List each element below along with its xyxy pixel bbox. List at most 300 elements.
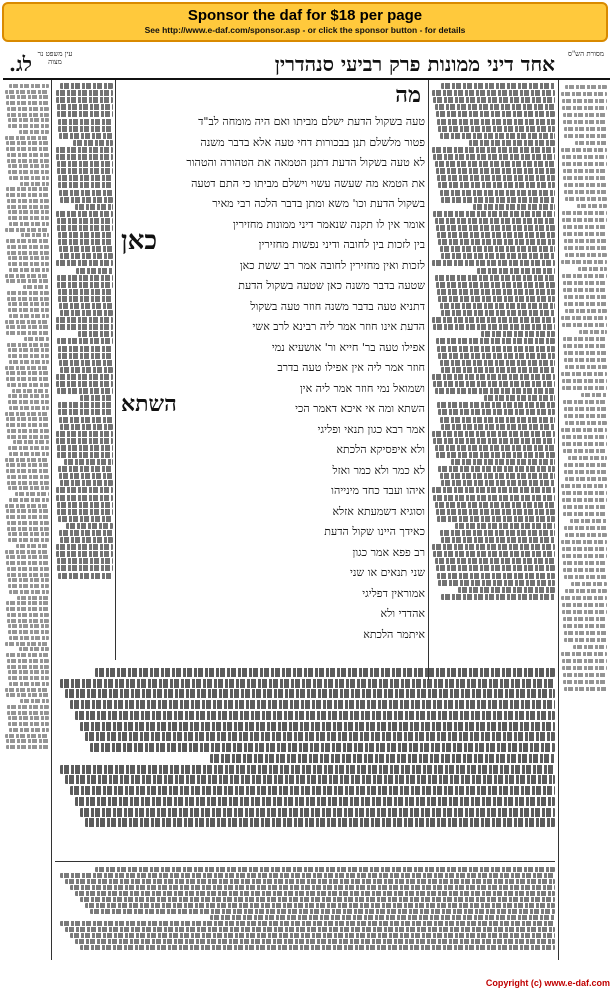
commentary-line: [564, 295, 607, 299]
commentary-line: [60, 537, 113, 543]
commentary-line: [58, 346, 113, 352]
commentary-line: [437, 232, 555, 238]
gemara-continuation: [55, 666, 555, 856]
commentary-line: [563, 680, 607, 684]
commentary-line: [438, 409, 555, 415]
commentary-line: [59, 530, 113, 536]
commentary-line: [58, 573, 113, 579]
gemara-line: דתניא טעה בדבר משנה חוזר טעה בשקול: [250, 299, 425, 313]
commentary-line: [563, 176, 607, 180]
commentary-line: [65, 927, 555, 932]
commentary-line: [563, 400, 607, 404]
commentary-line: [58, 516, 113, 522]
commentary-line: [6, 95, 49, 99]
commentary-line: [7, 475, 49, 479]
commentary-line: [441, 253, 555, 259]
gemara-line: אומר אין לו תקנה שנאמר דיני ממונות מחזירין: [232, 217, 425, 231]
commentary-line: [56, 544, 113, 550]
commentary-line: [562, 211, 607, 215]
commentary-line: [435, 502, 555, 508]
gemara-line: אמוראין דפליגי: [362, 586, 425, 600]
commentary-line: [8, 630, 49, 634]
commentary-line: [85, 732, 555, 741]
gemara-line: טעה בשקול הדעת ישלם מביתו ואם היה מומחה לב"ד: [198, 115, 425, 128]
commentary-line: [7, 159, 49, 163]
commentary-line: [8, 400, 49, 404]
commentary-line: [8, 348, 49, 352]
commentary-line: [7, 107, 49, 111]
commentary-line: [8, 394, 49, 398]
commentary-line: [60, 424, 113, 430]
commentary-line: [59, 417, 113, 423]
commentary-line: [564, 239, 607, 243]
commentary-line: [6, 745, 49, 749]
commentary-line: [57, 168, 113, 174]
commentary-line: [13, 440, 49, 444]
gemara-line: לזכות ואין מחזירין לחובה אמר רב ששת כאן: [239, 258, 425, 272]
commentary-line: [12, 389, 49, 393]
commentary-line: [562, 274, 607, 278]
commentary-line: [563, 288, 607, 292]
commentary-line: [562, 386, 607, 390]
commentary-line: [563, 673, 607, 677]
commentary-line: [561, 148, 607, 152]
commentary-line: [6, 469, 49, 473]
commentary-line: [21, 233, 49, 237]
commentary-line: [58, 175, 113, 181]
commentary-line: [59, 133, 113, 139]
commentary-line: [7, 429, 49, 433]
commentary-line: [441, 480, 555, 486]
commentary-line: [9, 636, 49, 640]
commentary-line: [562, 491, 607, 495]
commentary-line: [56, 487, 113, 493]
commentary-line: [6, 193, 49, 197]
commentary-line: [16, 544, 49, 548]
commentary-line: [575, 141, 607, 145]
commentary-line: [70, 885, 555, 890]
commentary-line: [7, 205, 49, 209]
commentary-line: [20, 699, 49, 703]
commentary-line: [57, 338, 113, 344]
gemara-line: ולא איפסיקא הלכתא: [336, 443, 425, 456]
gemara-line: אפילו טעה בר' חייא ור' אושעיא נמי: [271, 340, 425, 354]
tosafot-column: [55, 82, 113, 662]
commentary-line: [8, 624, 49, 628]
talmud-page: [3, 46, 610, 974]
gemara-line: וסוגיא דשמעתא אזלא: [332, 504, 425, 518]
commentary-line: [435, 104, 555, 110]
commentary-line: [57, 558, 113, 564]
commentary-line: [565, 533, 607, 537]
commentary-line: [9, 84, 49, 88]
commentary-line: [6, 423, 49, 427]
commentary-line: [563, 561, 607, 565]
commentary-line: [473, 204, 555, 210]
commentary-line: [561, 428, 607, 432]
commentary-line: [437, 516, 555, 522]
commentary-line: [5, 458, 49, 462]
commentary-line: [75, 797, 555, 806]
commentary-line: [435, 161, 555, 167]
commentary-line: [56, 260, 113, 266]
commentary-line: [7, 245, 49, 249]
commentary-line: [438, 239, 555, 245]
commentary-line: [435, 388, 555, 394]
commentary-line: [564, 127, 607, 131]
commentary-line: [436, 111, 555, 117]
commentary-line: [561, 260, 607, 264]
margin-label-left: עין משפט נר מצוה: [37, 50, 73, 66]
commentary-line: [9, 728, 49, 732]
commentary-line: [5, 136, 49, 140]
commentary-line: [8, 354, 49, 358]
commentary-line: [58, 296, 113, 302]
commentary-line: [56, 97, 113, 103]
commentary-line: [563, 344, 607, 348]
commentary-line: [60, 921, 555, 926]
commentary-line: [562, 155, 607, 159]
gemara-line: איתמר הלכתא: [363, 627, 425, 641]
commentary-line: [17, 596, 49, 600]
commentary-line: [564, 407, 607, 411]
commentary-line: [440, 246, 555, 252]
commentary-line: [451, 459, 555, 465]
commentary-line: [59, 473, 113, 479]
commentary-line: [9, 406, 49, 410]
commentary-line: [562, 659, 607, 663]
commentary-line: [56, 431, 113, 437]
commentary-line: [563, 120, 607, 124]
commentary-line: [563, 512, 607, 516]
opening-word-hashta: השתא: [121, 391, 177, 417]
commentary-line: [57, 565, 113, 571]
commentary-line: [75, 891, 555, 896]
commentary-line: [60, 679, 555, 688]
commentary-line: [563, 113, 607, 117]
commentary-line: [8, 538, 49, 542]
commentary-line: [8, 210, 49, 214]
commentary-line: [95, 668, 555, 677]
commentary-line: [469, 140, 555, 146]
commentary-line: [6, 739, 49, 743]
commentary-line: [58, 126, 113, 132]
commentary-line: [6, 141, 49, 145]
commentary-line: [8, 308, 49, 312]
commentary-line: [57, 502, 113, 508]
commentary-line: [565, 85, 607, 89]
commentary-line: [432, 544, 555, 550]
commentary-line: [6, 607, 49, 611]
ein-mishpat-notes: [5, 82, 49, 952]
commentary-line: [436, 282, 555, 288]
commentary-line: [59, 303, 113, 309]
commentary-line: [433, 154, 555, 160]
commentary-line: [57, 388, 113, 394]
commentary-line: [6, 187, 49, 191]
commentary-line: [8, 716, 49, 720]
gemara-line: בשקול הדעת וכו' משא ומתן בדבר הלכה רבי מאיר: [212, 197, 425, 210]
commentary-line: [565, 365, 607, 369]
commentary-line: [565, 589, 607, 593]
commentary-line: [60, 873, 555, 878]
commentary-line: [561, 484, 607, 488]
commentary-line: [436, 509, 555, 515]
commentary-line: [563, 568, 607, 572]
commentary-line: [564, 575, 607, 579]
gemara-line: שטעה בדבר משנה כאן שטעה בשקול הדעת: [238, 279, 425, 292]
commentary-line: [5, 642, 49, 646]
commentary-line: [440, 360, 555, 366]
gemara-line: חוזר אמר ליה אין אפילו טעה בדרב: [277, 361, 425, 374]
commentary-line: [438, 126, 555, 132]
commentary-line: [564, 190, 607, 194]
commentary-line: [58, 466, 113, 472]
commentary-line: [564, 246, 607, 250]
commentary-line: [437, 289, 555, 295]
commentary-line: [581, 393, 607, 397]
gemara-line: אהדדי ולא: [380, 607, 425, 620]
copyright-footer[interactable]: Copyright (c) www.e-daf.com: [485, 978, 610, 988]
commentary-line: [562, 435, 607, 439]
commentary-line: [5, 734, 49, 738]
commentary-line: [85, 818, 555, 827]
commentary-line: [562, 547, 607, 551]
commentary-line: [7, 113, 49, 117]
commentary-line: [563, 624, 607, 628]
commentary-line: [8, 578, 49, 582]
commentary-line: [8, 256, 49, 260]
commentary-line: [564, 526, 607, 530]
commentary-line: [59, 246, 113, 252]
commentary-line: [7, 251, 49, 255]
commentary-line: [564, 638, 607, 642]
commentary-line: [65, 879, 555, 884]
commentary-line: [59, 360, 113, 366]
commentary-line: [20, 182, 49, 186]
commentary-line: [65, 775, 555, 784]
commentary-line: [432, 90, 555, 96]
commentary-line: [562, 162, 607, 166]
commentary-line: [435, 218, 555, 224]
commentary-line: [564, 134, 607, 138]
commentary-line: [441, 537, 555, 543]
commentary-line: [433, 97, 555, 103]
commentary-line: [95, 867, 555, 872]
commentary-line: [6, 279, 49, 283]
commentary-line: [7, 343, 49, 347]
commentary-line: [8, 722, 49, 726]
commentary-line: [60, 83, 113, 89]
commentary-line: [8, 676, 49, 680]
commentary-line: [59, 190, 113, 196]
rashi-column: [431, 82, 555, 682]
opening-word-kan: כאן: [121, 226, 158, 256]
sponsor-banner[interactable]: [2, 2, 608, 42]
commentary-line: [6, 653, 49, 657]
commentary-line: [433, 438, 555, 444]
commentary-line: [9, 314, 49, 318]
gemara-line: השתא ומה אי איכא דאמר הכי: [295, 402, 425, 415]
commentary-line: [564, 463, 607, 467]
commentary-line: [440, 417, 555, 423]
commentary-line: [90, 909, 555, 914]
commentary-line: [8, 670, 49, 674]
commentary-line: [484, 395, 555, 401]
commentary-line: [75, 939, 555, 944]
commentary-line: [56, 324, 113, 330]
commentary-line: [441, 310, 555, 316]
commentary-line: [563, 169, 607, 173]
commentary-line: [56, 147, 113, 153]
commentary-line: [64, 459, 113, 465]
commentary-line: [56, 374, 113, 380]
commentary-line: [562, 442, 607, 446]
commentary-line: [6, 325, 49, 329]
commentary-line: [56, 317, 113, 323]
commentary-line: [562, 666, 607, 670]
banner-subtitle[interactable]: See http://www.e-daf.com/sponsor.asp - or click the sponsor button - for details: [144, 25, 466, 35]
commentary-line: [57, 282, 113, 288]
commentary-line: [438, 182, 555, 188]
commentary-line: [19, 130, 49, 134]
commentary-line: [9, 176, 49, 180]
gemara-line: רב פפא אמר כגון: [352, 545, 425, 559]
commentary-line: [7, 659, 49, 663]
commentary-line: [570, 519, 607, 523]
banner-title: Sponsor the daf for $18 per page: [187, 7, 423, 24]
commentary-line: [6, 377, 49, 381]
commentary-line: [579, 330, 607, 334]
divider-tosafot: [115, 80, 116, 660]
divider-rashi: [428, 80, 429, 680]
folio-number: לג.: [9, 52, 32, 76]
commentary-line: [80, 722, 555, 731]
commentary-line: [441, 83, 555, 89]
commentary-line: [58, 289, 113, 295]
commentary-line: [9, 360, 49, 364]
commentary-line: [435, 445, 555, 451]
commentary-line: [568, 456, 607, 460]
commentary-line: [57, 275, 113, 281]
gemara-line: ושמואל נמי חוזר אמר ליה אין: [299, 381, 425, 395]
commentary-line: [563, 617, 607, 621]
commentary-line: [436, 452, 555, 458]
commentary-line: [80, 395, 113, 401]
commentary-line: [441, 424, 555, 430]
commentary-line: [5, 274, 49, 278]
commentary-line: [6, 509, 49, 513]
commentary-line: [9, 590, 49, 594]
commentary-line: [436, 168, 555, 174]
commentary-line: [563, 449, 607, 453]
commentary-line: [8, 170, 49, 174]
commentary-line: [9, 498, 49, 502]
divider-right-margin: [558, 80, 559, 960]
chapter-heading: אחד דיני ממונות פרק רביעי סנהדרין: [274, 52, 555, 76]
commentary-line: [56, 438, 113, 444]
gemara-line: הדעת אינו חוזר אמר ליה רבינא לרב אשי: [252, 320, 425, 333]
commentary-line: [7, 619, 49, 623]
commentary-line: [58, 119, 113, 125]
commentary-line: [438, 353, 555, 359]
commentary-line: [436, 338, 555, 344]
masoret-notes: [561, 82, 607, 952]
commentary-line: [432, 431, 555, 437]
gemara-line: כאידך היינו שקול הדעת: [324, 525, 425, 538]
commentary-line: [60, 765, 555, 774]
commentary-line: [60, 253, 113, 259]
commentary-line: [437, 175, 555, 181]
commentary-line: [8, 164, 49, 168]
commentary-line: [440, 133, 555, 139]
commentary-line: [565, 477, 607, 481]
commentary-line: [564, 414, 607, 418]
divider-left-margin: [51, 80, 52, 960]
commentary-line: [571, 582, 607, 586]
commentary-line: [76, 268, 113, 274]
commentary-line: [7, 291, 49, 295]
commentary-line: [8, 302, 49, 306]
gemara-line: אמר רבא כגון תנאי ופליגי: [317, 422, 425, 436]
commentary-line: [562, 106, 607, 110]
commentary-line: [441, 367, 555, 373]
commentary-line: [58, 353, 113, 359]
commentary-line: [432, 147, 555, 153]
commentary-line: [564, 358, 607, 362]
commentary-line: [565, 253, 607, 257]
commentary-line: [6, 561, 49, 565]
commentary-line: [563, 232, 607, 236]
commentary-line: [56, 381, 113, 387]
commentary-line: [564, 631, 607, 635]
commentary-line: [562, 99, 607, 103]
commentary-line: [56, 154, 113, 160]
commentary-line: [6, 515, 49, 519]
margin-label-right: מסורת הש"ס: [567, 50, 605, 58]
commentary-line: [7, 297, 49, 301]
commentary-line: [7, 435, 49, 439]
commentary-line: [441, 197, 555, 203]
commentary-line: [5, 90, 49, 94]
commentary-line: [7, 711, 49, 715]
commentary-line: [73, 140, 113, 146]
gemara-line: איהו ועבד כחד מינייהו: [331, 484, 425, 497]
commentary-line: [432, 374, 555, 380]
commentary-line: [7, 153, 49, 157]
commentary-line: [7, 521, 49, 525]
commentary-line: [433, 324, 555, 330]
commentary-line: [75, 711, 555, 720]
commentary-line: [562, 323, 607, 327]
commentary-line: [8, 124, 49, 128]
commentary-line: [80, 808, 555, 817]
commentary-line: [435, 558, 555, 564]
commentary-line: [6, 417, 49, 421]
commentary-line: [562, 379, 607, 383]
gemara-text: [119, 82, 425, 662]
commentary-line: [562, 498, 607, 502]
commentary-line: [57, 452, 113, 458]
commentary-line: [8, 216, 49, 220]
commentary-line: [80, 945, 555, 950]
commentary-line: [563, 281, 607, 285]
commentary-line: [438, 580, 555, 586]
commentary-line: [56, 90, 113, 96]
commentary-line: [573, 645, 608, 649]
commentary-line: [561, 540, 607, 544]
commentary-line: [433, 495, 555, 501]
